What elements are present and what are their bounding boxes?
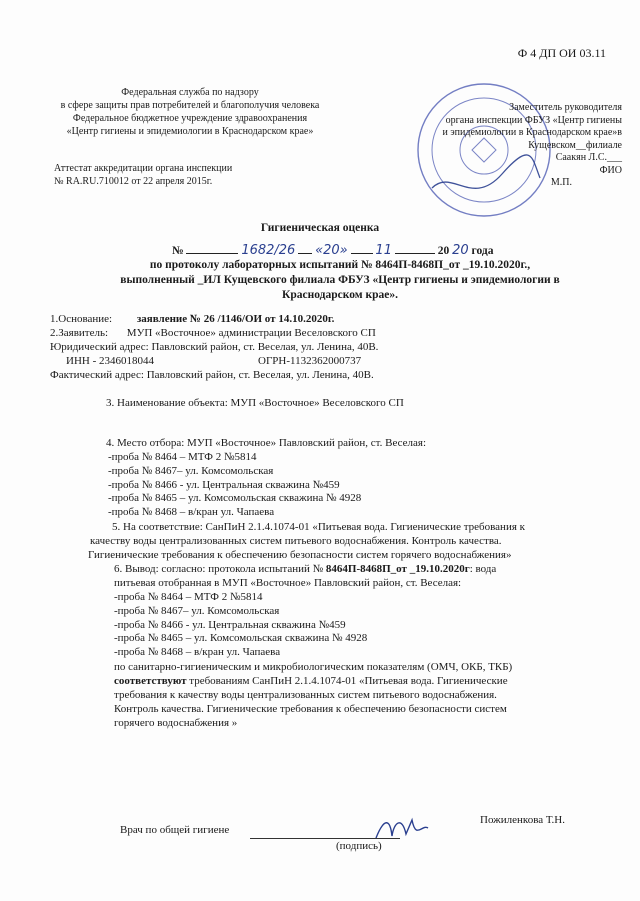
list-item: -проба № 8465 – ул. Комсомольская скважина № 4928 (108, 492, 362, 505)
list-item: -проба № 8466 - ул. Центральная скважина №459 (108, 478, 340, 491)
approval-block (392, 102, 622, 190)
year-prefix: 20 (437, 245, 450, 257)
basis-label: 1.Основание: (50, 313, 113, 325)
approval-line: органа инспекции ФБУЗ «Центр гигиены (445, 114, 622, 126)
conclusion-text-5: горячего водоснабжения » (114, 717, 238, 729)
conclusion-protocol: 8464П-8468П_от _19.10.2020г (325, 563, 470, 575)
document-title: Гигиеническая оценка (260, 222, 380, 234)
conclusion-text-2 (114, 675, 508, 689)
list-item: -проба № 8467– ул. Комсомольская (108, 464, 274, 477)
year-suffix: года (471, 245, 494, 257)
form-code: Ф 4 ДП ОИ 03.11 (517, 46, 606, 60)
list-item: -проба № 8468 – в/кран ул. Чапаева (114, 646, 281, 659)
list-item: -проба № 8468 – в/кран ул. Чапаева (108, 506, 275, 519)
compliance-line-3: Гигиенические требования к обеспечению безопасности систем горячего водоснабжения» (88, 549, 512, 561)
actual-address: Фактический адрес: Павловский район, ст. Веселая, ул. Ленина, 40В. (50, 369, 374, 381)
list-item: -проба № 8464 – МТФ 2 №5814 (108, 451, 257, 463)
issuer-line: Федеральное бюджетное учреждение здравоохранения (72, 113, 308, 124)
sample-list (108, 451, 361, 520)
applicant-value: МУП «Восточное» администрации Веселовского СП (126, 327, 376, 339)
handwritten-year: 20 (452, 243, 469, 258)
section-applicant (50, 327, 376, 341)
approval-seal-label: М.П. (550, 177, 572, 188)
issuer-organization (40, 86, 340, 138)
accreditation-line: Аттестат аккредитации органа инспекции (54, 163, 233, 174)
handwritten-day: «20» (315, 243, 348, 258)
signer-position: Врач по общей гигиене (120, 824, 230, 836)
document-number-line (172, 243, 493, 258)
inn-value: ИНН - 2346018044 (66, 355, 154, 367)
section-basis (50, 313, 334, 327)
basis-value: заявление № 26 /1146/ОИ от 14.10.2020г. (136, 313, 335, 325)
issuer-line: Федеральная служба по надзору (121, 87, 259, 98)
approval-line: Саакян Л.С.___ (555, 152, 622, 163)
ogrn-value: ОГРН-1132362000737 (258, 355, 362, 367)
list-item: -проба № 8467– ул. Комсомольская (114, 604, 280, 617)
approval-line: Заместитель руководителя (509, 102, 622, 113)
applicant-label: 2.Заявитель: (50, 327, 109, 339)
issuer-line: в сфере защиты прав потребителей и благополучия человека (60, 100, 320, 111)
compliance-line-1: 5. На соответствие: СанПиН 2.1.4.1074-01 «Питьевая вода. Гигиенические требования к (112, 521, 525, 533)
conclusion-text-3: требования к качеству воды централизованных систем питьевого водоснабжения. (114, 689, 497, 701)
signer-name: Пожиленкова Т.Н. (480, 814, 565, 826)
protocol-line: выполненный _ИЛ Кущевского филиала ФБУЗ «Центр гигиены и эпидемиологии в (120, 274, 560, 286)
conclusion-text-2-rest: требованиям СанПиН 2.1.4.1074-01 «Питьевая вода. Гигиенические (186, 675, 508, 687)
object-name: 3. Наименование объекта: МУП «Восточное» Веселовского СП (106, 397, 404, 409)
protocol-reference (80, 258, 600, 303)
list-item: -проба № 8466 - ул. Центральная скважина №459 (114, 618, 346, 631)
conclusion-post: : вода (469, 563, 497, 575)
accreditation-info (54, 162, 232, 188)
protocol-line: по протоколу лабораторных испытаний № 8464П-8468П_от _19.10.2020г., (149, 259, 531, 271)
conclusion-line-1 (114, 563, 496, 577)
signature-caption: (подпись) (336, 840, 382, 852)
conclusion-text-1: по санитарно-гигиеническим и микробиологическим показателям (ОМЧ, ОКБ, ТКБ) (114, 661, 513, 673)
conclusion-text-4: Контроль качества. Гигиенические требования к обеспечению безопасности систем (114, 703, 507, 715)
conclusion-sample-list (114, 591, 367, 660)
list-item: -проба № 8464 – МТФ 2 №5814 (114, 591, 263, 603)
approval-fio-label: ФИО (599, 164, 622, 176)
conclusion-pre: 6. Вывод: согласно: протокола испытаний № (114, 563, 324, 575)
signature-line (250, 838, 400, 839)
accreditation-line: № RA.RU.710012 от 22 апреля 2015г. (54, 176, 213, 187)
approval-line: и эпидемиологии в Краснодарском крае»в (442, 127, 622, 138)
approval-line: Кущевском__филиале (528, 139, 622, 151)
conclusion-verdict: соответствуют (114, 675, 187, 687)
sampling-place: 4. Место отбора: МУП «Восточное» Павловский район, ст. Веселая: (106, 437, 426, 449)
legal-address: Юридический адрес: Павловский район, ст. Веселая, ул. Ленина, 40В. (50, 341, 379, 353)
issuer-line: «Центр гигиены и эпидемиологии в Краснодарском крае» (66, 126, 314, 137)
conclusion-line-2: питьевая отобранная в МУП «Восточное» Павловский район, ст. Веселая: (114, 577, 462, 589)
handwritten-month: 11 (375, 243, 392, 258)
compliance-line-2: качеству воды централизованных систем питьевого водоснабжения. Контроль качества. (90, 535, 502, 547)
number-sign: № (172, 245, 184, 257)
handwritten-number: 1682/26 (241, 243, 296, 258)
protocol-line: Краснодарском крае». (282, 289, 398, 301)
list-item: -проба № 8465 – ул. Комсомольская скважина № 4928 (114, 632, 368, 645)
